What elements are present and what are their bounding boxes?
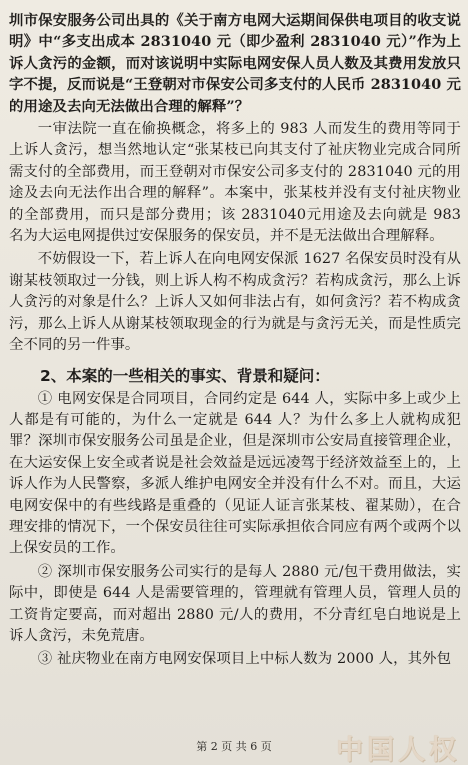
paragraph-6: ③ 祉庆物业在南方电网安保项目上中标人数为 2000 人，其外包 xyxy=(37,651,452,668)
paragraph-1: 圳市保安服务公司出具的《关于南方电网大运期间保供电项目的收支说明》中“多支出成本 2831040 元（即少盈利 2831040 元）”作为上诉人贪污的金额，而对该说明中实际电网安保人员人数及其费用发放只字不提，反而说是“王登朝对市保安公司多支付的人民币 2831040 元的用途及去向无法做出合理的解释”？ xyxy=(9,12,461,115)
watermark-logo: 中国人权 xyxy=(336,735,460,765)
page-footer: 第 2 页 共 6 页 xyxy=(196,740,272,753)
paragraph-2: 一审法院一直在偷换概念，将多上的 983 人而发生的费用等同于上诉人贪污，想当然地认定“张某枝已向其支付了祉庆物业完成合同所需支付的全部费用，而王登朝对市保安公司多支付的 2831040 元的用途及去向无法作出合理的解释”。本案中，张某枝并没有支付祉庆物业的全部费用，而只是部分费用；该 2831040元用途及去向就是 983 名为大运电网提供过安保服务的保安员，并不是无法做出合理解释。 xyxy=(9,121,461,245)
paragraph-3: 不妨假设一下，若上诉人在向电网安保派 1627 名保安员时没有从谢某枝领取过一分钱，则上诉人构不构成贪污？若构成贪污，那么上诉人贪污的对象是什么？上诉人又如何非法占有，如何贪污？若不构成贪污，那么上诉人从谢某枝领取现金的行为就是与贪污无关，而是性质完全不同的另一件事。 xyxy=(9,251,461,354)
section-heading: 2、本案的一些相关的事实、背景和疑问： xyxy=(40,366,330,385)
paragraph-4: ① 电网安保是合同项目，合同约定是 644 人，实际中多上或少上人都是有可能的，为什么一定就是 644 人？为什么多上人就构成犯罪？深圳市保安服务公司虽是企业，但是深圳市公安局直接管理企业，在大运安保上安全或者说是社会效益是远远凌驾于经济效益至上的，上诉人作为人民警察，多派人维护电网安全并没有什么不对。而且，大运电网安保中的有些线路是重叠的（见证人证言张某枝、翟某勋），在合理安排的情况下，一个保安员往往可实际承担依合同应有两个或两个以上保安员的工作。 xyxy=(9,390,461,557)
paragraph-5: ② 深圳市保安服务公司实行的是每人 2880 元/包干费用做法，实际中，即使是 644 人是需要管理的，管理就有管理人员，管理人员的工资肯定要高，而对超出 2880 元/人的费用，不分青红皂白地说是上诉人贪污，未免荒唐。 xyxy=(9,563,461,644)
document-body xyxy=(9,10,461,671)
